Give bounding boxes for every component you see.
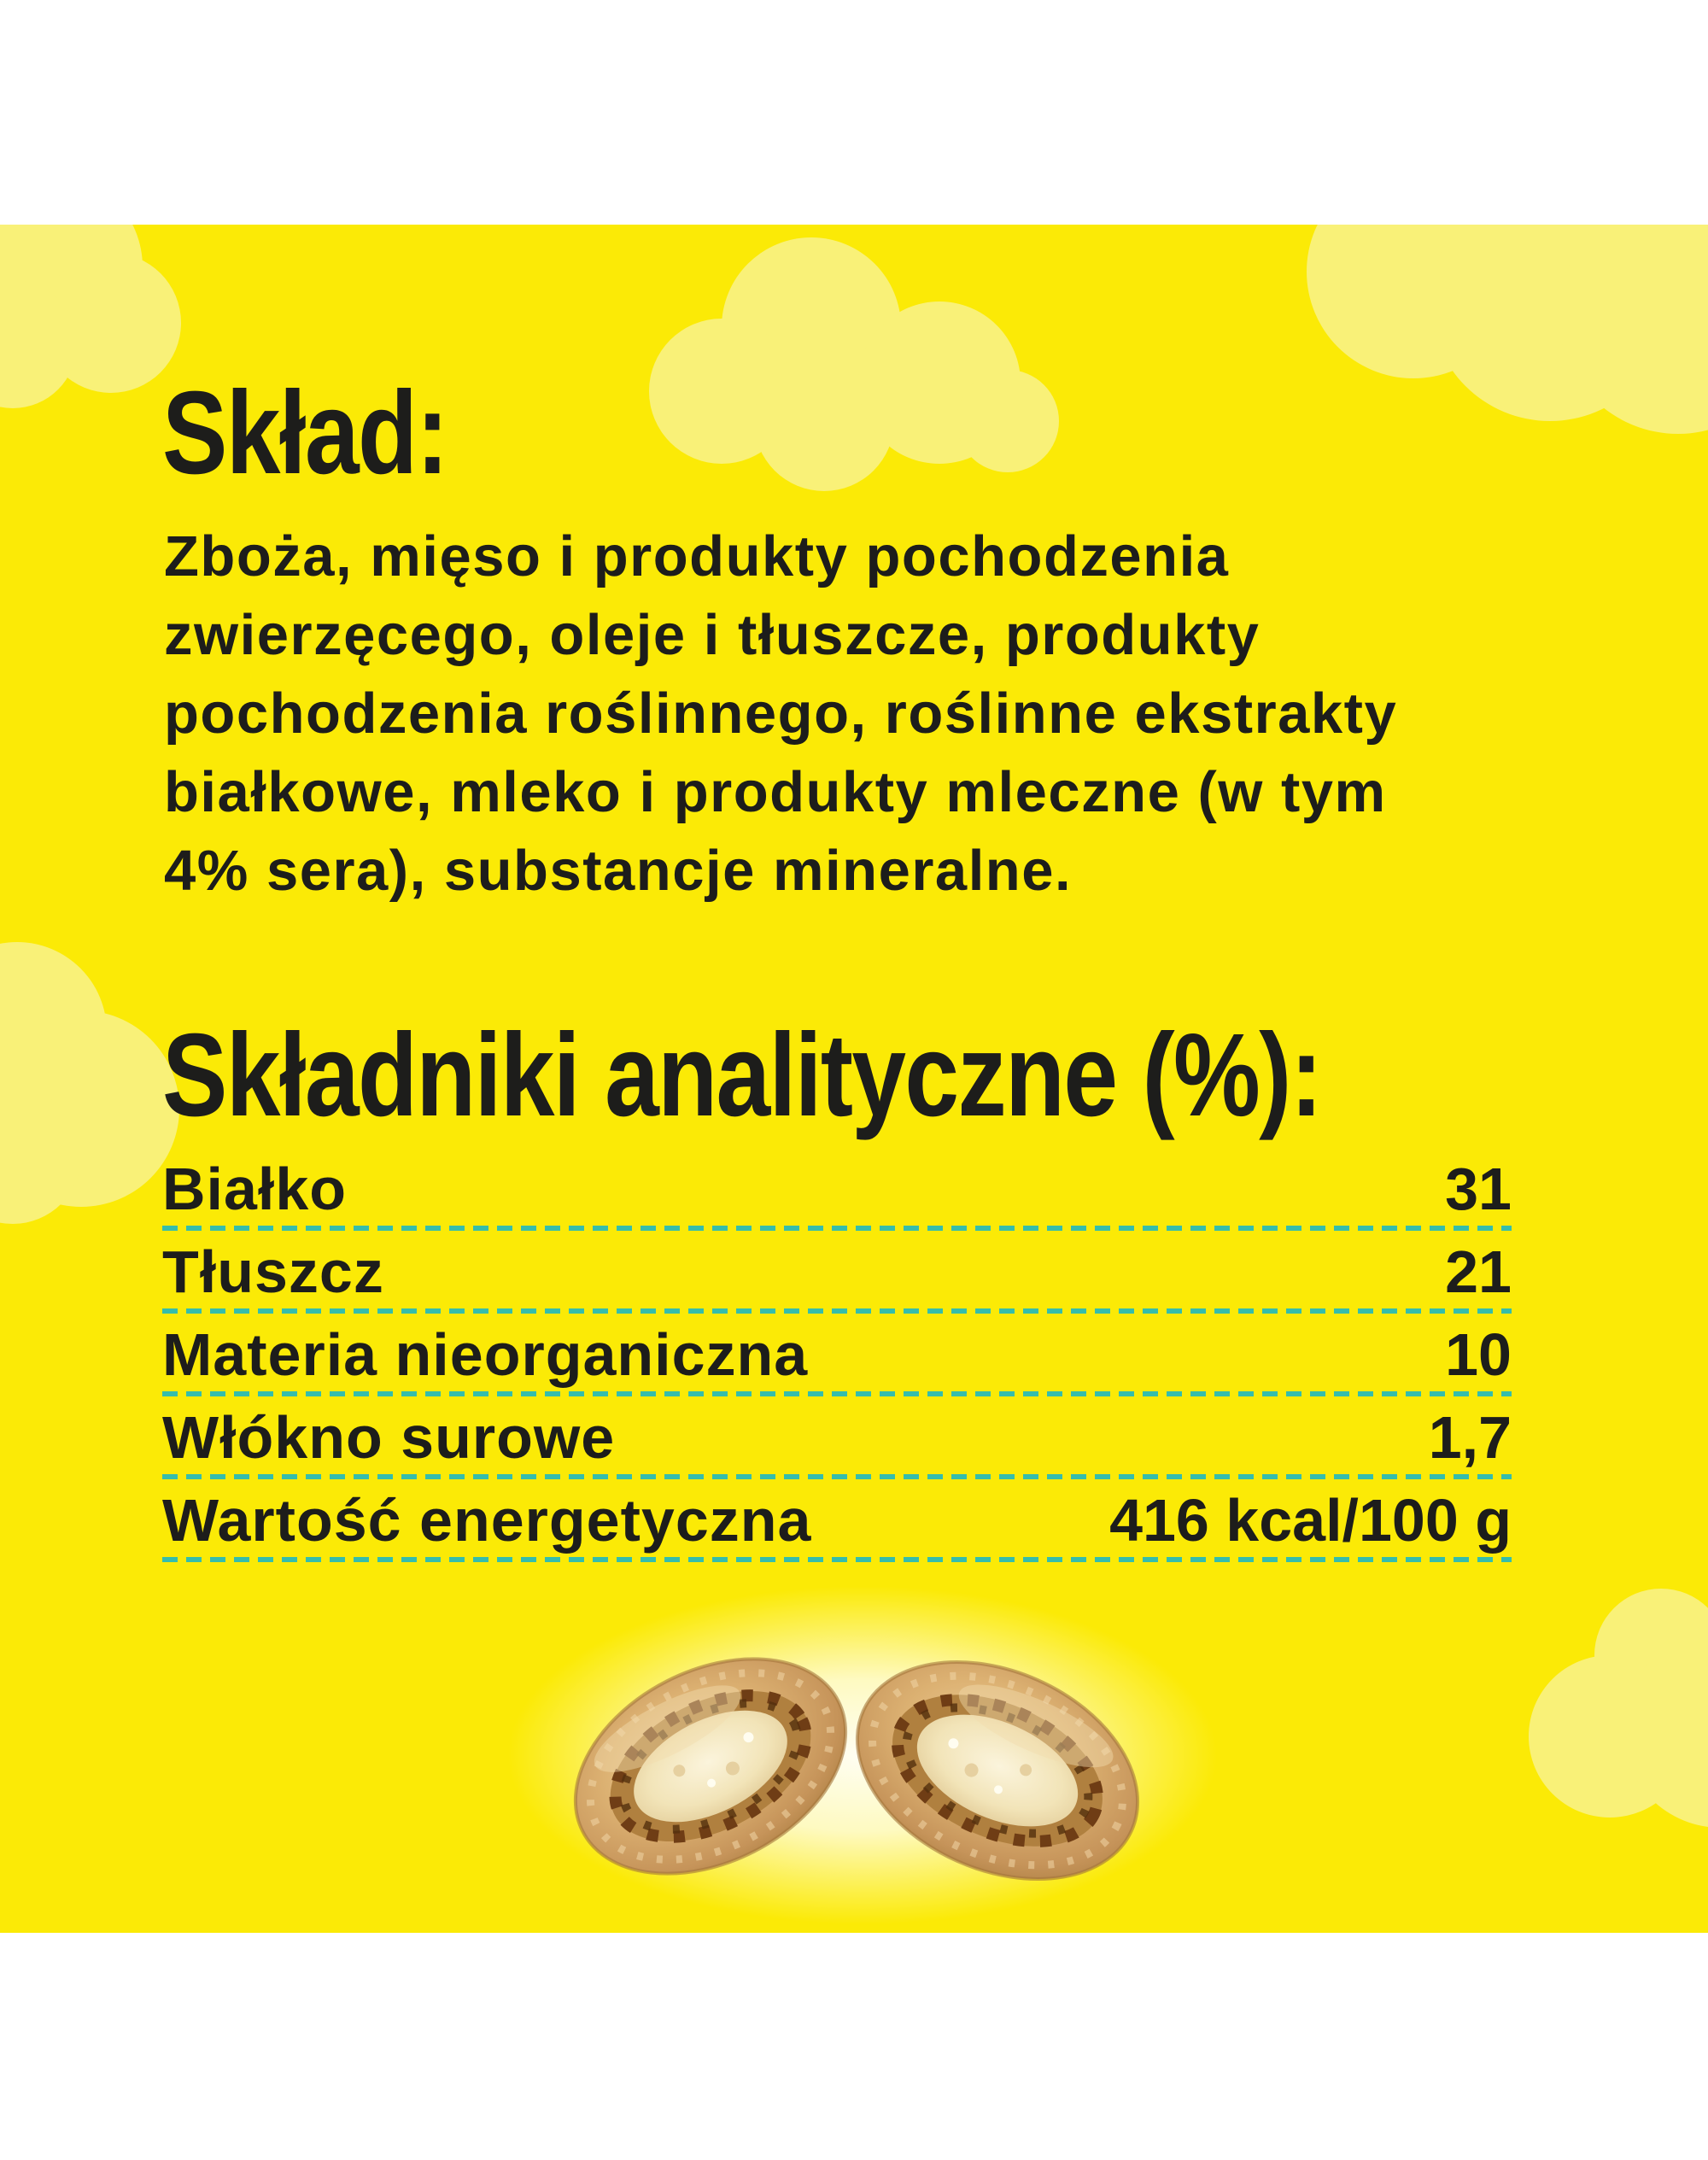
top-white-band <box>0 0 1708 225</box>
row-label: Białko <box>162 1156 348 1222</box>
row-value: 1,7 <box>1428 1404 1512 1471</box>
ingredients-line: białkowe, mleko i produkty mleczne (w tym <box>164 760 1387 824</box>
ingredients-line: pochodzenia roślinnego, roślinne ekstrakty <box>164 682 1398 746</box>
row-label: Materia nieorganiczna <box>162 1321 809 1388</box>
table-row <box>162 1231 1512 1314</box>
row-label: Włókno surowe <box>162 1404 616 1471</box>
ingredients-line: 4% sera), substancje mineralne. <box>164 839 1073 903</box>
row-value: 10 <box>1445 1321 1512 1388</box>
table-row <box>162 1479 1512 1562</box>
row-value: 21 <box>1445 1238 1512 1305</box>
ingredients-line: zwierzęcego, oleje i tłuszcze, produkty <box>164 603 1261 667</box>
row-label: Wartość energetyczna <box>162 1487 812 1554</box>
ingredients-text <box>164 518 1397 910</box>
row-label: Tłuszcz <box>162 1238 384 1305</box>
table-row <box>162 1396 1512 1479</box>
yellow-panel <box>0 225 1708 1933</box>
bottom-white-band <box>0 1933 1708 2160</box>
ingredients-heading: Skład: <box>162 367 447 499</box>
row-value: 416 kcal/100 g <box>1109 1487 1512 1554</box>
table-row <box>162 1314 1512 1396</box>
analytical-table <box>162 1148 1512 1562</box>
row-value: 31 <box>1445 1156 1512 1222</box>
analytical-heading: Składniki analityczne (%): <box>162 1010 1322 1141</box>
table-row <box>162 1148 1512 1231</box>
treat-image <box>495 1584 1230 1933</box>
ingredients-line: Zboża, mięso i produkty pochodzenia <box>164 524 1230 588</box>
